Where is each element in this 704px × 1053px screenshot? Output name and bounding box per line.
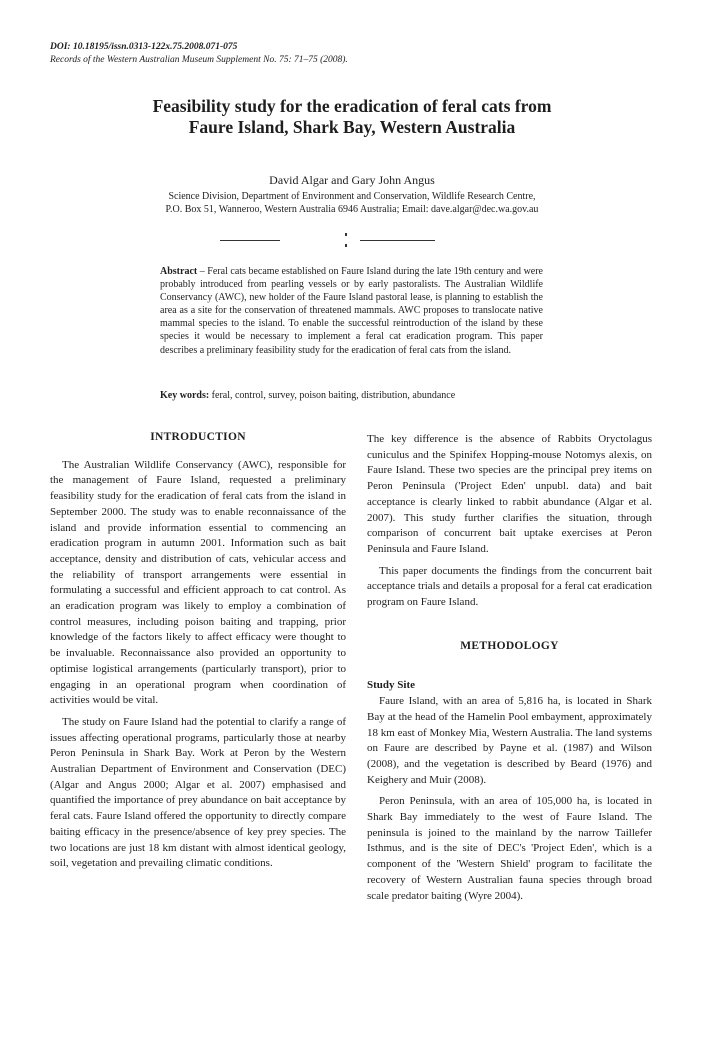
abstract-label: Abstract (160, 266, 198, 277)
introduction-paragraph-4: This paper documents the findings from the concurrent bait acceptance trials and details a proposal for a feral cat eradication program on Faure Island. (367, 564, 652, 609)
affiliation (70, 190, 634, 216)
citation-line: Records of the Western Australian Museum Supplement No. 75: 71–75 (2008). (50, 55, 348, 65)
affiliation-line-2: P.O. Box 51, Wanneroo, Western Australia 6946 Australia; Email: dave.algar@dec.wa.gov.au (165, 204, 539, 215)
affiliation-line-1: Science Division, Department of Environment and Conservation, Wildlife Research Centre, (168, 191, 536, 202)
abstract-text: – Feral cats became established on Faure Island during the late 19th century and were probably introduced from pearling vessels or by early pastoralists. The Australian Wildlife Conservancy (AWC), new holder of the Faure Island pastoral lease, is planning to establish the area as a site for the conservation of threatened mammals. AWC proposes to translocate native mammal species to the island. To enable the successful reintroduction of the island by these species it would be necessary to implement a feral cat eradication program. This paper describes a preliminary feasibility study for the eradication of feral cats from the island. (160, 266, 543, 356)
study-site-heading: Study Site (367, 679, 415, 692)
study-site-paragraph-2: Peron Peninsula, with an area of 105,000 ha, is located in Shark Bay immediately to the west of Faure Island. The peninsula is joined to the mainland by the narrow Taillefer Isthmus, and is the site of DEC's 'Project Eden', which is a component of the 'Western Shield' program to facilitate the recovery of Western Australian fauna species through broad scale predator baiting (Wyre 2004). (367, 795, 652, 902)
introduction-paragraph-2: The study on Faure Island had the potential to clarify a range of issues affecting operational programs, particularly those at nearby Peron Peninsula in Shark Bay. Work at Peron by the Western Australian Department of Environment and Conservation (DEC) (Algar and Angus 2000; Algar et al. 2007) emphasised and quantified the importance of prey abundance on bait acceptance by feral cats. Faure Island offered the opportunity to directly compare baiting efficacy in the presence/absence of key prey species. The two locations are just 18 km distant with almost identical geology, soil, vegetation and prevailing climatic conditions. (50, 715, 346, 870)
title-line-2: Faure Island, Shark Bay, Western Australia (188, 117, 516, 137)
keywords (160, 389, 543, 402)
introduction-paragraph-1: The Australian Wildlife Conservancy (AWC), responsible for the management of Faure Island, requested a preliminary feasibility study for the eradication of feral cats from the island in September 2000. The study was to enable reconnaissance of the island and provide information essential to commencing an eradication program in autumn 2001. Information such as bait acceptance, density and distribution of cats, vehicular access and the reliability of transport arrangements were essential in formulating a successful and efficient approach to cat control. As an eradication program was likely to employ a combination of control measures, including poison baiting and trapping, prior knowledge of the factors likely to affect efficacy were thought to be invaluable. Reconnaissance also provided an opportunity to optimise logistical arrangements (particularly transport), prior to engaging in an operational program when coordination of activities would be vital. (50, 458, 346, 707)
introduction-heading: INTRODUCTION (150, 431, 246, 443)
authors: David Algar and Gary John Angus (269, 173, 435, 187)
ornament-rule-left (220, 240, 280, 241)
study-site-paragraph-1: Faure Island, with an area of 5,816 ha, is located in Shark Bay at the head of the Hamelin Pool embayment, approximately 18 km east of Monkey Mia, Western Australia. The land systems on Faure are described by Payne et al. (1987) and Wilson (2008), and the vegetation is described by Beard (1976) and Keighery and Muir (2008). (367, 695, 652, 786)
left-column (50, 430, 346, 872)
ornament-dot-top (345, 233, 347, 236)
article-title (70, 96, 634, 138)
right-column (367, 432, 652, 904)
title-line-1: Feasibility study for the eradication of feral cats from (152, 96, 552, 116)
introduction-paragraph-3: The key difference is the absence of Rabbits Oryctolagus cuniculus and the Spinifex Hopping-mouse Notomys alexis, on Faure Island. These two species are the principal prey items on Peron Peninsula ('Project Eden' unpubl. data) and bait acceptance is clearly linked to rabbit abundance (Algar et al. 2007). This study further clarifies the situation, through comparison of concurrent bait uptake exercises at Peron Peninsula and Faure Island. (367, 433, 652, 555)
ornament-rule-right (360, 240, 435, 241)
doi-line: DOI: 10.18195/issn.0313-122x.75.2008.071-075 (50, 42, 238, 52)
methodology-heading: METHODOLOGY (460, 639, 559, 652)
ornament-dot-bottom (345, 244, 347, 247)
keywords-label: Key words: (160, 390, 210, 401)
keywords-text: feral, control, survey, poison baiting, distribution, abundance (209, 390, 456, 401)
abstract (160, 265, 543, 357)
